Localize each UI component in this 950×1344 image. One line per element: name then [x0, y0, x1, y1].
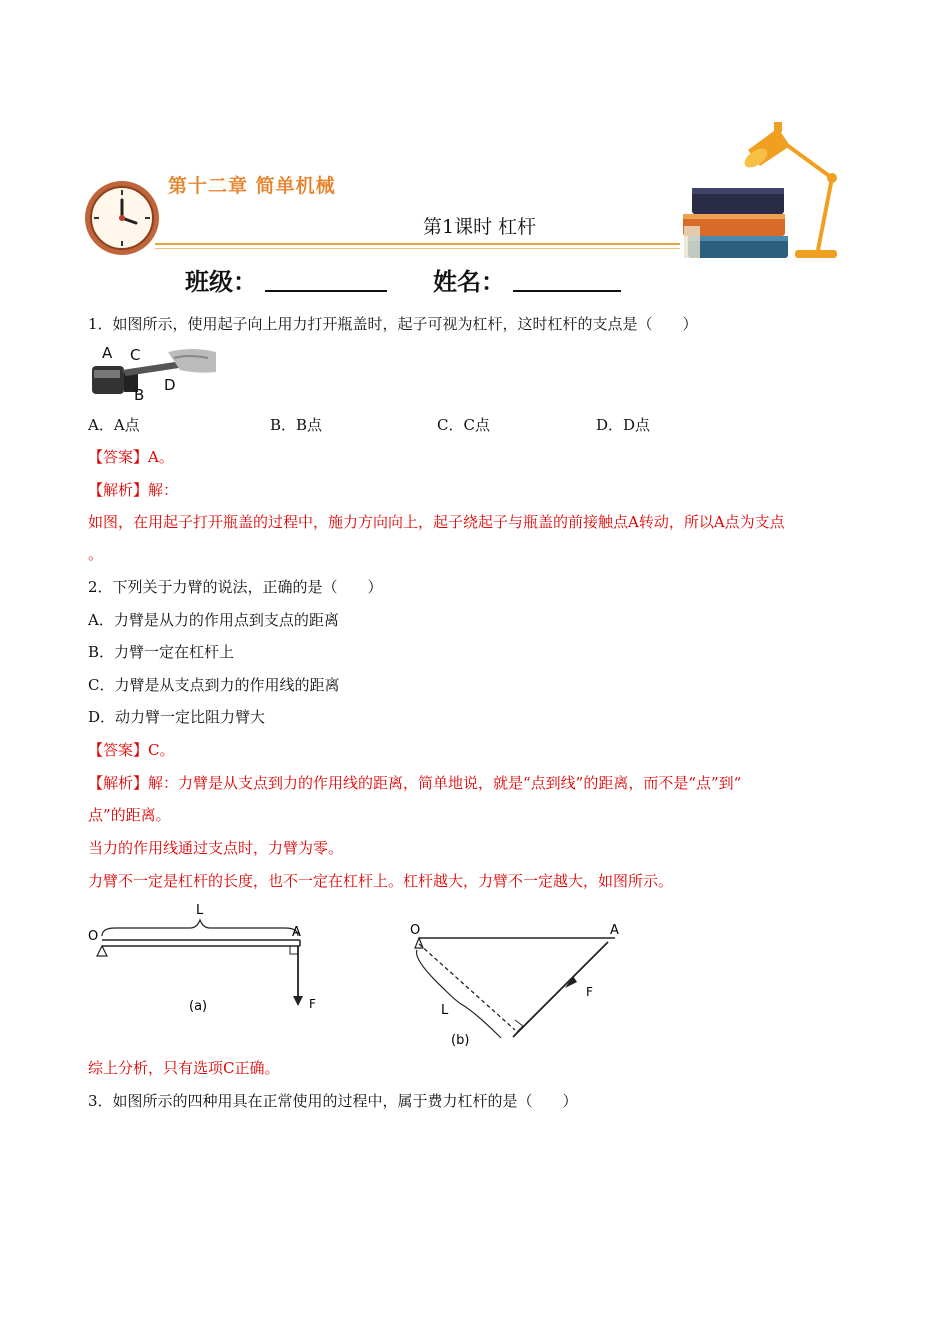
- fig-a-label-f: F: [309, 997, 316, 1011]
- q2-analysis-line2: 点”的距离。: [88, 806, 171, 824]
- q2-analysis-line1: 【解析】解：力臂是从支点到力的作用线的距离，简单地说，就是“点到线”的距离，而不是“点”到“: [88, 774, 742, 792]
- label-c: C: [130, 346, 141, 364]
- q1-analysis-line1: 如图，在用起子打开瓶盖的过程中，施力方向向上，起子绕起子与瓶盖的前接触点A转动，所以A点为支点: [88, 513, 785, 531]
- q1-option-b: B．B点: [270, 416, 323, 434]
- q2-option-a: A．力臂是从力的作用点到支点的距离: [88, 611, 339, 629]
- fig-a-label-l: L: [196, 903, 204, 918]
- label-d: D: [164, 376, 176, 394]
- label-a: A: [102, 344, 113, 362]
- q1-option-c: C．C点: [437, 416, 490, 434]
- lesson-title: 第1课时 杠杆: [423, 216, 537, 238]
- fig-b-caption: (b): [451, 1033, 470, 1048]
- class-input-line[interactable]: [265, 290, 387, 292]
- q1-option-a: A．A点: [88, 416, 140, 434]
- fig-b-label-o: O: [410, 923, 421, 938]
- q2-conclusion: 综上分析，只有选项C正确。: [88, 1059, 280, 1077]
- fig-a-label-o: O: [88, 929, 99, 944]
- header-rule: [155, 243, 680, 245]
- books-and-lamp-icon: [680, 118, 845, 263]
- fig-b-label-l: L: [441, 1003, 449, 1018]
- chapter-title: 第十二章 简单机械: [168, 175, 336, 197]
- q1-analysis-line2: 。: [88, 545, 104, 563]
- bottle-opener-figure: [88, 344, 223, 404]
- q2-option-b: B．力臂一定在杠杆上: [88, 643, 235, 661]
- fig-b-label-a: A: [610, 923, 619, 938]
- lever-figure-b: [405, 920, 635, 1050]
- lever-figure-a: [85, 898, 325, 1023]
- name-label: 姓名：: [433, 267, 505, 296]
- class-label: 班级：: [185, 267, 257, 296]
- name-input-line[interactable]: [513, 290, 621, 292]
- fig-a-label-a: A: [292, 925, 301, 940]
- q2-option-d: D．动力臂一定比阻力臂大: [88, 708, 266, 726]
- q2-analysis-line3: 当力的作用线通过支点时，力臂为零。: [88, 839, 344, 857]
- header-rule-thin: [155, 248, 680, 249]
- q2-answer: 【答案】C。: [88, 741, 175, 759]
- q2-option-c: C．力臂是从支点到力的作用线的距离: [88, 676, 340, 694]
- q1-stem: 1．如图所示，使用起子向上用力打开瓶盖时，起子可视为杠杆，这时杠杆的支点是（ ）: [88, 315, 698, 333]
- q1-option-d: D．D点: [596, 416, 651, 434]
- label-b: B: [134, 386, 145, 404]
- q3-stem: 3．如图所示的四种用具在正常使用的过程中，属于费力杠杆的是（ ）: [88, 1092, 578, 1110]
- q1-answer: 【答案】A。: [88, 448, 174, 466]
- fig-a-caption: (a): [189, 999, 208, 1014]
- clock-icon: [82, 178, 162, 258]
- fig-b-label-f: F: [586, 985, 593, 999]
- q2-stem: 2．下列关于力臂的说法，正确的是（ ）: [88, 578, 383, 596]
- q2-analysis-line4: 力臂不一定是杠杆的长度，也不一定在杠杆上。杠杆越大，力臂不一定越大，如图所示。: [88, 872, 674, 890]
- q1-analysis-tag: 【解析】解：: [88, 481, 179, 499]
